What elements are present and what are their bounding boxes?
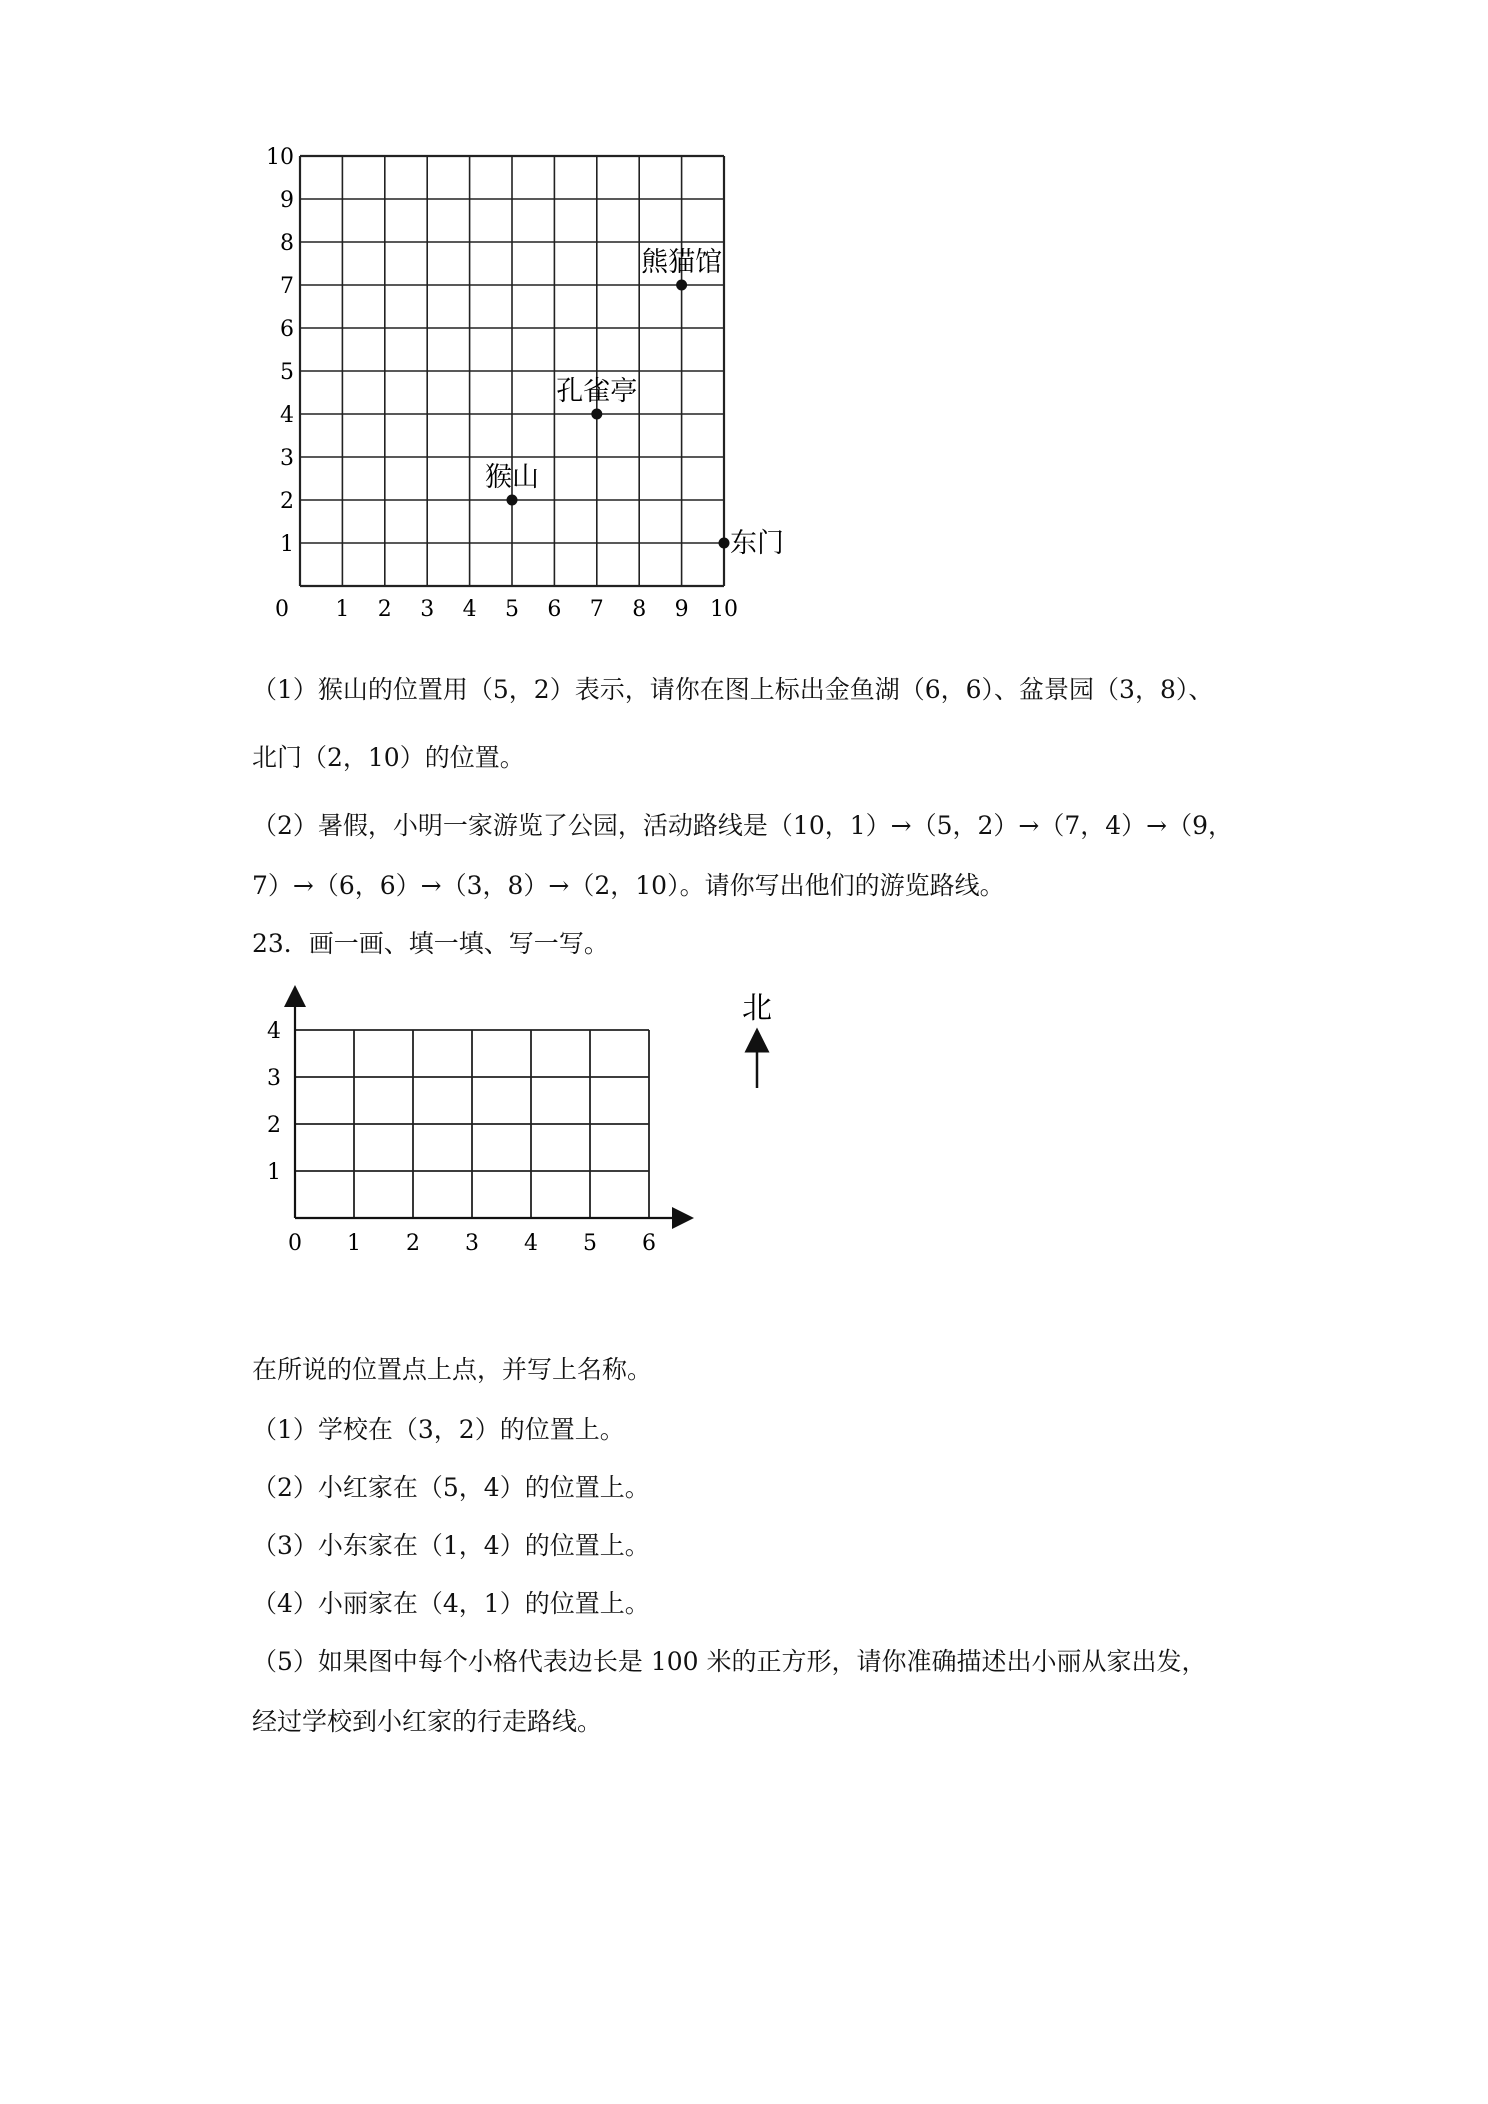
y-tick-label: 1 bbox=[267, 1160, 281, 1185]
item-3: （3）小东家在（1，4）的位置上。 bbox=[252, 1531, 650, 1560]
y-tick-label: 4 bbox=[280, 403, 294, 428]
item-2: （2）小红家在（5，4）的位置上。 bbox=[252, 1473, 650, 1502]
x-tick-label: 0 bbox=[275, 597, 289, 622]
y-tick-label: 2 bbox=[280, 489, 294, 514]
y-tick-label: 7 bbox=[280, 274, 294, 299]
park-grid-tick-labels bbox=[266, 145, 738, 622]
item-1: （1）学校在（3，2）的位置上。 bbox=[252, 1415, 625, 1444]
y-tick-label: 3 bbox=[267, 1066, 281, 1091]
x-tick-label: 4 bbox=[462, 597, 477, 622]
y-tick-label: 1 bbox=[280, 532, 294, 557]
x-tick-label: 1 bbox=[335, 597, 350, 622]
town-grid-lines bbox=[295, 996, 683, 1218]
y-tick-label: 3 bbox=[280, 446, 294, 471]
location-label: 东门 bbox=[730, 528, 784, 559]
town-grid-tick-labels bbox=[267, 1019, 656, 1256]
y-tick-label: 8 bbox=[280, 231, 294, 256]
x-tick-label: 6 bbox=[547, 597, 562, 622]
y-tick-label: 9 bbox=[280, 188, 294, 213]
x-tick-label: 1 bbox=[347, 1231, 361, 1256]
location-point bbox=[719, 538, 730, 549]
town-grid-chart bbox=[0, 960, 1488, 1280]
location-point bbox=[507, 495, 518, 506]
x-tick-label: 2 bbox=[377, 597, 392, 622]
x-tick-label: 0 bbox=[288, 1231, 302, 1256]
y-tick-label: 4 bbox=[267, 1019, 281, 1044]
location-label: 熊猫馆 bbox=[641, 247, 723, 278]
park-grid-chart bbox=[0, 0, 1488, 660]
item-5-line-1: （5）如果图中每个小格代表边长是 100 米的正方形，请你准确描述出小丽从家出发， bbox=[252, 1647, 1207, 1676]
north-label: 北 bbox=[742, 991, 772, 1026]
item-4: （4）小丽家在（4，1）的位置上。 bbox=[252, 1589, 650, 1618]
x-tick-label: 8 bbox=[632, 597, 647, 622]
question-2-line-2: 7）→（6，6）→（3，8）→（2，10）。请你写出他们的游览路线。 bbox=[252, 871, 1005, 900]
location-label: 猴山 bbox=[485, 462, 539, 493]
x-tick-label: 10 bbox=[710, 597, 738, 622]
location-label: 孔雀亭 bbox=[556, 376, 638, 407]
location-point bbox=[591, 409, 602, 420]
instruction-text: 在所说的位置点上点，并写上名称。 bbox=[252, 1355, 653, 1384]
item-5-line-2: 经过学校到小红家的行走路线。 bbox=[252, 1707, 603, 1736]
x-tick-label: 2 bbox=[406, 1231, 420, 1256]
y-tick-label: 2 bbox=[267, 1113, 281, 1138]
x-tick-label: 3 bbox=[420, 597, 435, 622]
x-tick-label: 5 bbox=[505, 597, 519, 622]
park-grid-points bbox=[485, 247, 784, 559]
question-23-title: 23．画一画、填一填、写一写。 bbox=[252, 929, 609, 958]
question-2-line-1: （2）暑假，小明一家游览了公园，活动路线是（10，1）→（5，2）→（7，4）→（9， bbox=[252, 811, 1233, 840]
x-tick-label: 4 bbox=[524, 1231, 538, 1256]
question-1-line-2: 北门（2，10）的位置。 bbox=[252, 743, 525, 772]
x-tick-label: 6 bbox=[642, 1231, 656, 1256]
location-point bbox=[676, 280, 687, 291]
question-1-line-1: （1）猴山的位置用（5，2）表示，请你在图上标出金鱼湖（6，6）、盆景园（3，8）、 bbox=[252, 675, 1214, 704]
x-tick-label: 7 bbox=[589, 597, 604, 622]
park-grid-lines bbox=[300, 156, 724, 586]
x-tick-label: 3 bbox=[465, 1231, 479, 1256]
y-tick-label: 6 bbox=[280, 317, 294, 342]
y-tick-label: 10 bbox=[266, 145, 294, 170]
y-tick-label: 5 bbox=[280, 360, 294, 385]
x-tick-label: 5 bbox=[583, 1231, 597, 1256]
x-tick-label: 9 bbox=[674, 597, 689, 622]
